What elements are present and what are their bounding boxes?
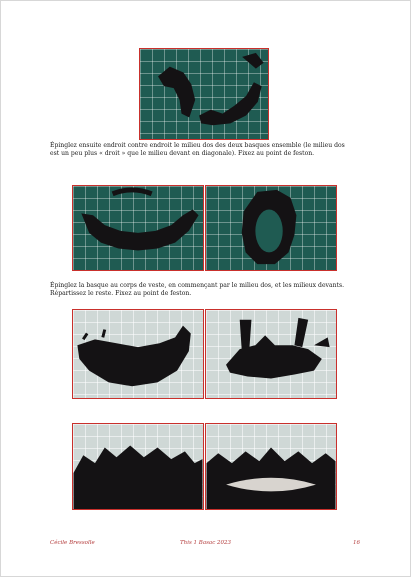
fabric-pinned-side-illustration	[73, 310, 203, 398]
footer-author: Cécile Bressolle	[50, 540, 95, 546]
footer-title: This 1 Basac 2023	[180, 540, 232, 546]
fabric-stitched-left-illustration	[73, 424, 203, 509]
photo-basques-strips	[139, 48, 269, 140]
fabric-ring-illustration	[206, 186, 336, 270]
fabric-pinned-front-illustration	[206, 310, 336, 398]
footer-page-number: 16	[353, 540, 360, 546]
photo-basque-ring	[205, 185, 337, 271]
photo-basque-pinned-front	[205, 309, 337, 399]
fabric-stitched-right-illustration	[206, 424, 336, 509]
photo-basque-curved	[72, 185, 204, 271]
fabric-curve-illustration	[73, 186, 203, 270]
paragraph-2: Épinglez la basque au corps de veste, en commençant par le milieu dos, et les milieux devants. Répartissez le reste. Fixez au point de feston.	[50, 282, 345, 297]
photo-basque-stitched-left	[72, 423, 204, 510]
paragraph-1: Épinglez ensuite endroit contre endroit le milieu dos des deux basques ensemble (le milieu dos est un peu plus « droit » que le milieu devant en diagonale). Fixez au point de feston.	[50, 142, 345, 157]
fabric-strips-illustration	[140, 49, 268, 139]
photo-basque-stitched-right	[205, 423, 337, 510]
photo-basque-pinned-side	[72, 309, 204, 399]
